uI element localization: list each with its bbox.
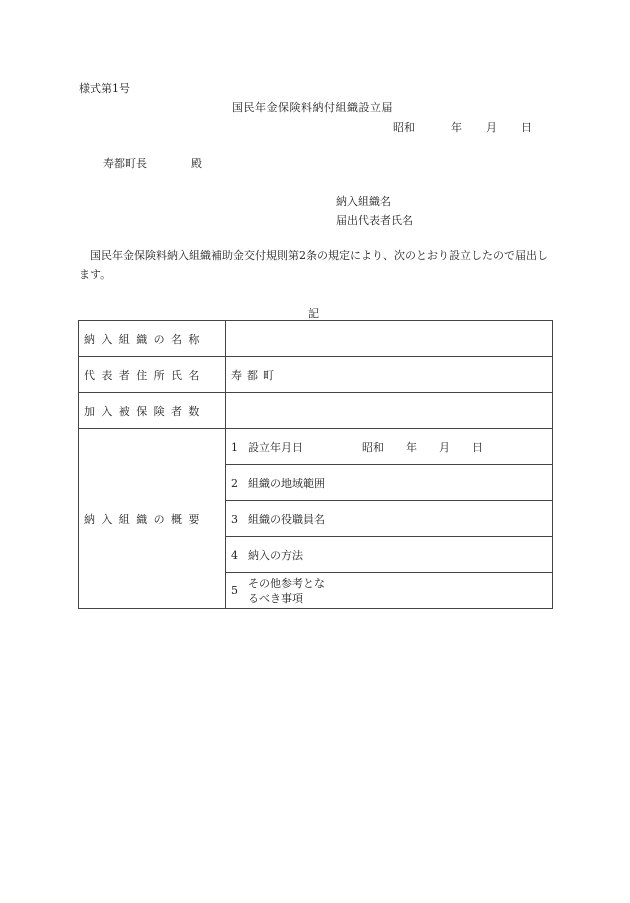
overview-item-2: 2 組織の地域範囲: [226, 465, 553, 501]
overview-item-3: 3 組織の役職員名: [226, 501, 553, 537]
form-number: 様式第1号: [79, 82, 130, 95]
addressee-name: 寿都町長: [103, 157, 147, 170]
addressee-honorific: 殿: [191, 157, 202, 170]
org-name-cell-label: 納入組織の名称: [79, 321, 226, 357]
month-label: 月: [486, 121, 497, 134]
detail-table: [78, 320, 553, 609]
addressee: [103, 155, 202, 171]
overview-item-4: 4 納入の方法: [226, 537, 553, 573]
table-row: [79, 393, 553, 429]
submission-date-line: [393, 119, 532, 135]
table-row: [79, 429, 553, 465]
representative-name-label: 届出代表者氏名: [336, 214, 413, 227]
representative-cell-value: 寿都町: [226, 357, 553, 393]
insured-count-cell-value: [226, 393, 553, 429]
organization-name-label: 納入組織名: [336, 195, 391, 208]
day-label: 日: [521, 121, 532, 134]
table-row: [79, 321, 553, 357]
representative-cell-label: 代表者住所氏名: [79, 357, 226, 393]
insured-count-cell-label: 加入被保険者数: [79, 393, 226, 429]
year-label: 年: [451, 121, 462, 134]
document-title: 国民年金保険料納付組織設立届: [232, 101, 393, 114]
ki-heading: 記: [308, 307, 319, 320]
body-text: 国民年金保険料納入組織補助金交付規則第2条の規定により、次のとおり設立したので届出します。: [79, 249, 548, 281]
overview-item-1: 1 設立年月日 昭和 年 月 日: [226, 429, 553, 465]
overview-cell-label: 納入組織の概要: [79, 429, 226, 609]
table-row: [79, 357, 553, 393]
org-name-cell-value: [226, 321, 553, 357]
overview-item-5: 5その他参考とな るべき事項: [226, 573, 553, 609]
era-label: 昭和: [393, 121, 415, 134]
